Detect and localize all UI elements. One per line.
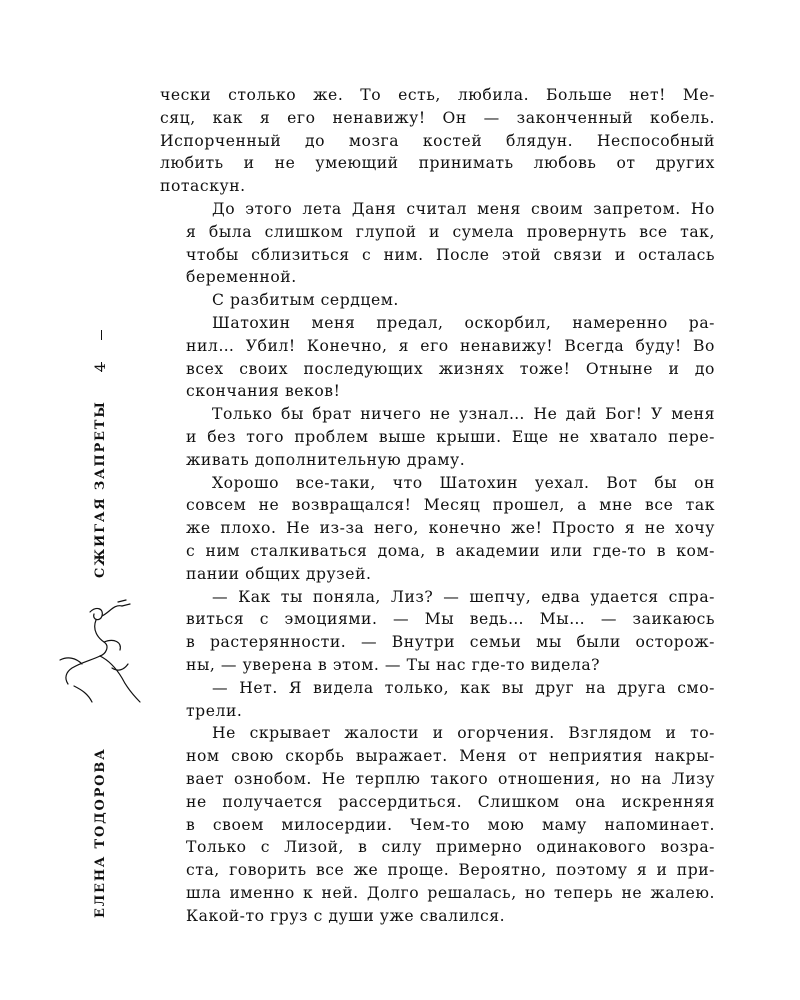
text-line: Испорченный до мозга костей блядун. Неспособный (160, 131, 715, 150)
text-line: пании общих друзей. (186, 564, 372, 583)
paragraph (160, 403, 715, 471)
text-line: чтобы сблизиться с ним. После этой связи и осталась (186, 245, 715, 264)
paragraph (160, 677, 715, 723)
text-line: Хорошо все-таки, что Шатохин уехал. Вот бы он (212, 473, 715, 492)
text-line: виться с эмоциями. — Мы ведь… Мы… — заикаюсь (186, 610, 715, 629)
text-line: беременной. (186, 268, 297, 287)
text-line: сяц, как я его ненавижу! Он — законченный кобель. (160, 108, 715, 127)
text-line: всех своих последующих жизнях тоже! Отныне и до (186, 359, 715, 378)
page-number: 4 (93, 363, 109, 372)
author-name: ЕЛЕНА ТОДОРОВА (93, 747, 108, 918)
text-line: Только бы брат ничего не узнал… Не дай Бог! У меня (212, 405, 715, 424)
text-line: я была слишком глупой и сумела провернуть все так, (186, 222, 715, 241)
text-line: — Как ты поняла, Лиз? — шепчу, едва удается спра- (212, 587, 715, 606)
text-line: ста, говорить все же проще. Вероятно, поэтому я и при- (186, 861, 715, 880)
paragraph (160, 722, 715, 927)
text-line: С разбитым сердцем. (212, 291, 399, 310)
line-drawing-illustration (52, 598, 152, 708)
text-line: До этого лета Даня считал меня своим запретом. Но (212, 199, 715, 218)
text-line: в растерянности. — Внутри семьи мы были осторож- (186, 633, 715, 652)
text-line: Шатохин меня предал, оскорбил, намеренно ра- (212, 313, 715, 332)
text-line: ном свою скорбь выражает. Меня от неприятия накры- (186, 747, 715, 766)
text-line: трели. (186, 701, 243, 720)
text-line: — Нет. Я видела только, как вы друг на друга смо- (212, 678, 715, 697)
text-line: вает ознобом. Не терплю такого отношения, но на Лизу (186, 769, 715, 788)
text-line: нил… Убил! Конечно, я его ненавижу! Всегда буду! Во (186, 336, 715, 355)
text-line: Не скрывает жалости и огорчения. Взглядом и то- (212, 724, 715, 743)
text-line: с ним сталкиваться дома, в академии или где-то в ком- (186, 541, 715, 560)
text-line: ны, — уверена в этом. — Ты нас где-то видела? (186, 655, 601, 674)
paragraph (160, 289, 715, 312)
text-line: живать дополнительную драму. (186, 450, 466, 469)
paragraph (160, 84, 715, 198)
text-line: чески столько же. То есть, любила. Больше нет! Ме- (160, 86, 715, 104)
paragraph (160, 586, 715, 677)
text-line: в своем милосердии. Чем-то мою маму напоминает. (186, 815, 715, 834)
text-line: и без того проблем выше крыши. Еще не хватало пере- (186, 427, 715, 446)
text-line: потаскун. (160, 177, 246, 196)
text-line: любить и не умеющий принимать любовь от других (160, 154, 715, 173)
body-text (160, 84, 715, 927)
series-title: СЖИГАЯ ЗАПРЕТЫ (93, 400, 108, 578)
text-line: шла именно к ней. Долго решалась, но теперь не жалею. (186, 883, 715, 902)
text-line: же плохо. Не из-за него, конечно же! Просто я не хочу (186, 519, 715, 538)
text-line: не получается рассердиться. Слишком она искренняя (186, 792, 715, 811)
text-line: Какой-то груз с души уже свалился. (186, 906, 506, 925)
paragraph (160, 198, 715, 289)
text-line: скончания веков! (186, 382, 341, 401)
text-line: совсем не возвращался! Месяц прошел, а мне все так (186, 496, 715, 515)
paragraph (160, 472, 715, 586)
text-line: Только с Лизой, в силу примерно одинакового возра- (186, 838, 715, 857)
paragraph (160, 312, 715, 403)
